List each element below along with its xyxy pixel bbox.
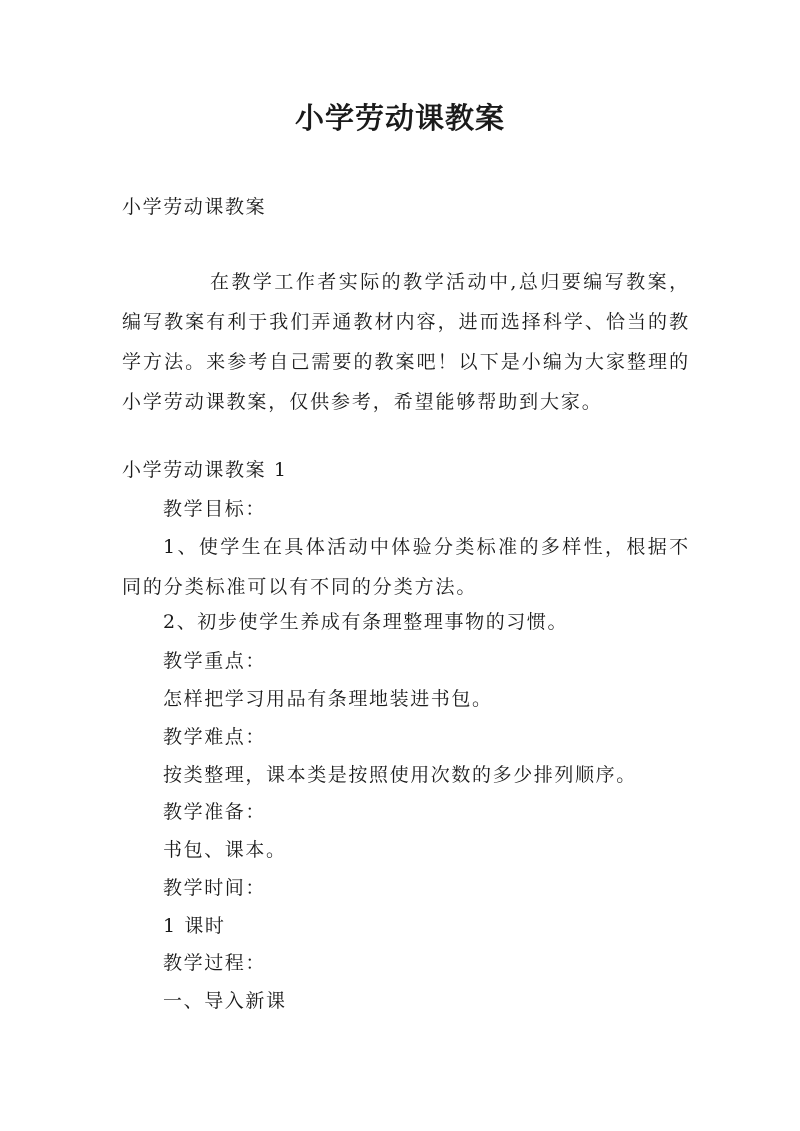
teaching-prep-label: 教学准备： bbox=[163, 801, 267, 823]
teaching-focus-label: 教学重点： bbox=[163, 650, 267, 672]
teaching-goal-1: 1、使学生在具体活动中体验分类标准的多样性，根据不同的分类标准可以有不同的分类方法。 bbox=[122, 536, 690, 598]
teaching-prep-text: 书包、课本。 bbox=[163, 839, 287, 861]
teaching-difficulty-text: 按类整理，课本类是按照使用次数的多少排列顺序。 bbox=[163, 764, 637, 786]
intro-paragraph: 在教学工作者实际的教学活动中,总归要编写教案，编写教案有利于我们弄通教材内容，进而选择科学、恰当的教学方法。来参考自己需要的教案吧！以下是小编为大家整理的小学劳动课教案，仅供参考，希望能够帮助到大家。 bbox=[122, 271, 690, 413]
teaching-difficulty-label: 教学难点： bbox=[163, 726, 267, 748]
teaching-process-step-1: 一、导入新课 bbox=[163, 990, 287, 1012]
teaching-goal-label: 教学目标： bbox=[163, 498, 267, 520]
teaching-time-text: 1 课时 bbox=[163, 915, 226, 937]
teaching-focus-text: 怎样把学习用品有条理地装进书包。 bbox=[163, 688, 493, 710]
section-heading: 小学劳动课教案 1 bbox=[122, 459, 288, 481]
teaching-time-label: 教学时间： bbox=[163, 877, 267, 899]
document-subtitle: 小学劳动课教案 bbox=[122, 196, 267, 218]
document-title: 小学劳动课教案 bbox=[294, 101, 505, 135]
teaching-process-label: 教学过程： bbox=[163, 952, 267, 974]
teaching-goal-2: 2、初步使学生养成有条理整理事物的习惯。 bbox=[163, 611, 569, 633]
